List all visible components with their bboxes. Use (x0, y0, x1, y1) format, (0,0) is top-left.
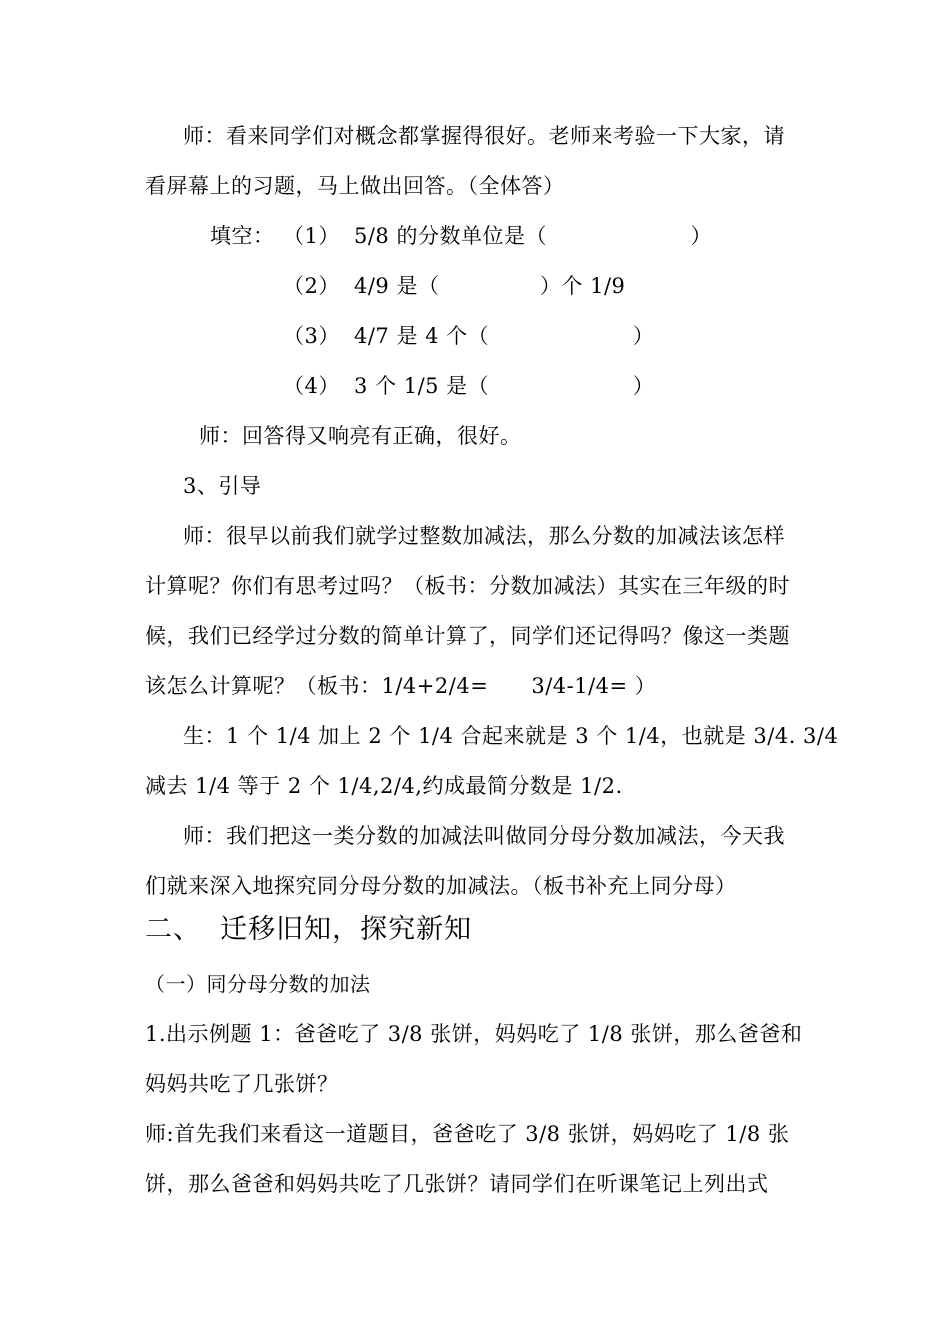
exercise-item-4-text: 3 个 1/5 是（ ） (354, 374, 655, 398)
guide-p3-line-1: 师：我们把这一类分数的加减法叫做同分母分数加减法，今天我 (183, 824, 785, 848)
teacher-line-1: 师:首先我们来看这一道题目，爸爸吃了 3/8 张饼，妈妈吃了 1/8 张 (145, 1122, 790, 1146)
teacher-line-2: 饼，那么爸爸和妈妈共吃了几张饼？请同学们在听课笔记上列出式 (145, 1172, 769, 1196)
guide-p1-line-4: 该怎么计算呢？（板书：1/4+2/4= 3/4-1/4= ） (145, 674, 657, 698)
guide-p1-line-3: 候，我们已经学过分数的简单计算了，同学们还记得吗？像这一类题 (145, 624, 790, 648)
exercise-item-1-text: 5/8 的分数单位是（ ） (354, 224, 712, 248)
section-subheading: （一）同分母分数的加法 (145, 972, 371, 996)
intro-line-1: 师：看来同学们对概念都掌握得很好。老师来考验一下大家，请 (183, 124, 785, 148)
guide-p2-line-1: 生：1 个 1/4 加上 2 个 1/4 合起来就是 3 个 1/4，也就是 3/4. 3/4 (183, 724, 839, 748)
example-line-1: 1.出示例题 1：爸爸吃了 3/8 张饼，妈妈吃了 1/8 张饼，那么爸爸和 (145, 1022, 803, 1046)
exercise-item-3-num: （3） (283, 324, 340, 348)
example-line-2: 妈妈共吃了几张饼？ (145, 1072, 339, 1096)
guide-p3-line-2: 们就来深入地探究同分母分数的加减法。（板书补充上同分母） (145, 874, 737, 898)
guide-title: 3、引导 (183, 474, 262, 498)
exercise-item-1-num: （1） (283, 224, 340, 248)
intro-line-2: 看屏幕上的习题，马上做出回答。（全体答） (145, 174, 565, 198)
exercise-item-3-text: 4/7 是 4 个（ ） (354, 324, 655, 348)
guide-p2-line-2: 减去 1/4 等于 2 个 1/4,2/4,约成最简分数是 1/2. (145, 774, 623, 798)
exercise-item-2-text: 4/9 是（ ）个 1/9 (354, 274, 626, 298)
exercise-label: 填空： (210, 224, 275, 248)
exercise-item-4-num: （4） (283, 374, 340, 398)
guide-p1-line-2: 计算呢？你们有思考过吗？（板书：分数加减法）其实在三年级的时 (145, 574, 790, 598)
section-heading: 二、 迁移旧知，探究新知 (145, 914, 473, 945)
guide-p1-line-1: 师：很早以前我们就学过整数加减法，那么分数的加减法该怎样 (183, 524, 785, 548)
exercise-item-2-num: （2） (283, 274, 340, 298)
teacher-feedback: 师：回答得又响亮有正确，很好。 (199, 424, 522, 448)
